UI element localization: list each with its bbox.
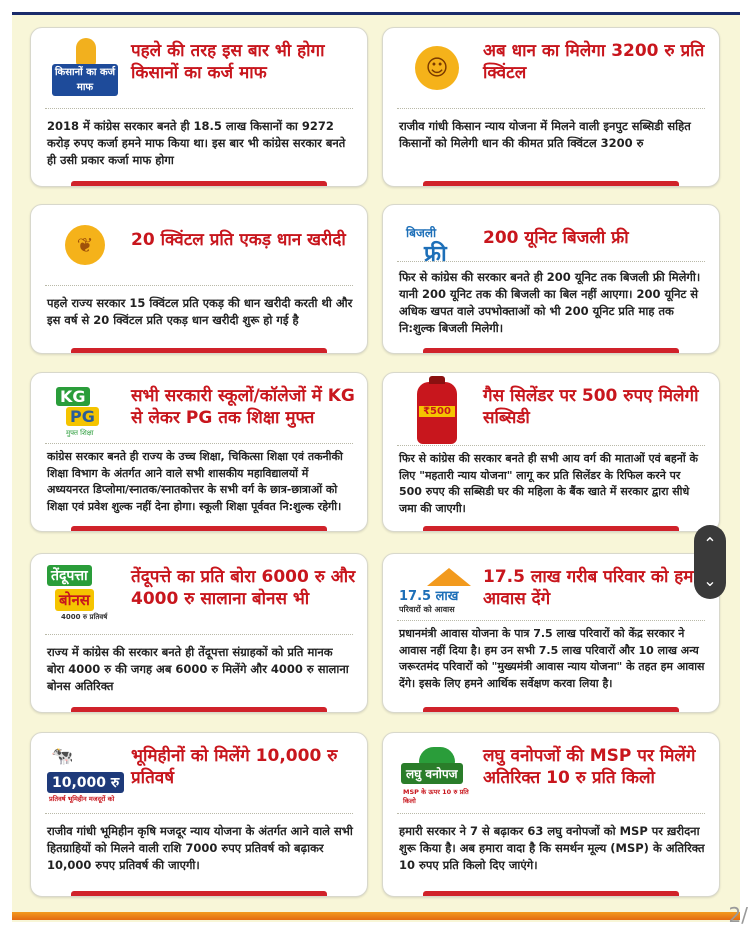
- card-body: फिर से कांग्रेस की सरकार बनते ही सभी आय वर्ग की माताओं एवं बहनों के लिए "महतारी न्याय योजना" लागू कर प्रति सिलेंडर के रिफिल करने पर 500 रुपए की सब्सिडी घर की महिला के बैंक खाते में सरकार द्वारा सीधे जमा की जाएगी।: [399, 452, 698, 515]
- landless-labour-icon: 🐄 10,000 रु प्रतिवर्ष भूमिहीन मजदूरों को: [45, 741, 125, 805]
- card-title: अब धान का मिलेगा 3200 रु प्रति क्विंटल: [483, 41, 705, 83]
- card-body: कांग्रेस सरकार बनते ही राज्य के उच्च शिक्षा, चिकित्सा शिक्षा एवं तकनीकी शिक्षा विभाग के अंतर्गत आने वाले सभी शासकीय महाविद्यालयों में अध्ययनरत डिप्लोमा/स्नातक/स्नातकोत्तर के सभी वर्ग के छात्र-छात्राओं को शिक्षा एवं प्रवेश शुल्क नहीं देना होगा। स्कूली शिक्षा पूर्ववत नि:शुल्क रहेगी।: [47, 450, 343, 513]
- card-red-bar: [71, 526, 327, 531]
- divider: [45, 634, 353, 635]
- card-title: सभी सरकारी स्कूलों/कॉलेजों में KG से लेकर PG तक शिक्षा मुफ्त: [131, 386, 355, 428]
- card-body: राजीव गांधी भूमिहीन कृषि मजदूर न्याय योजना के अंतर्गत आने वाले सभी हितग्राहियों को मिलने वाली राशि 7000 रुपए प्रतिवर्ष को बढ़ाकर 10,000 रुपए प्रतिवर्ष की जाएगी।: [47, 824, 353, 872]
- divider: [45, 108, 353, 109]
- card-body: राज्य में कांग्रेस की सरकार बनते ही तेंदूपत्ता संग्राहकों को प्रति मानक बोरा 4000 रु की जगह अब 6000 रु मिलेंगे और 4000 रु सालाना बोनस अतिरिक्त: [47, 645, 349, 693]
- chevron-up-icon[interactable]: ⌃: [703, 534, 717, 553]
- card-free-electricity: [382, 204, 720, 354]
- paddy-grain-icon: ❦: [45, 213, 125, 277]
- bijli-free-icon: बिजली फ्री: [406, 226, 447, 267]
- card-red-bar: [71, 181, 327, 186]
- card-title: 17.5 लाख गरीब परिवार को हम आवास देंगे: [483, 567, 694, 609]
- forest-produce-icon: लघु वनोपज MSP के ऊपर 10 रु प्रति किलो: [397, 741, 477, 805]
- divider: [397, 620, 705, 621]
- scroll-control[interactable]: [694, 525, 726, 599]
- farmer-face-icon: ☺: [397, 36, 477, 100]
- card-body: प्रधानमंत्री आवास योजना के पात्र 7.5 लाख परिवारों को केंद्र सरकार ने आवास नहीं दिया है। हम उन सभी 7.5 लाख परिवारों और 10 लाख अन्य जरूरतमंद परिवारों को "मुख्यमंत्री आवास न्याय योजना" के तहत हम आवास देंगे। इसके लिए हमने आर्थिक सर्वेक्षण करवा लिया है।: [399, 627, 705, 690]
- card-title: 200 यूनिट बिजली फ्री: [483, 228, 629, 248]
- bottom-stripe: [12, 912, 740, 920]
- gas-cylinder-icon: ₹500: [397, 381, 477, 445]
- card-red-bar: [423, 707, 679, 712]
- chevron-down-icon[interactable]: ⌄: [703, 571, 717, 590]
- page-number: 2/: [728, 903, 748, 927]
- divider: [45, 813, 353, 814]
- card-body: हमारी सरकार ने 7 से बढ़ाकर 63 लघु वनोपजों को MSP पर ख़रीदना शुरू किया है। अब हमारा वादा है कि समर्थन मूल्य (MSP) के अतिरिक्त 10 रुपए प्रति किलो दिए जाएंगे।: [399, 824, 705, 872]
- card-body: फिर से कांग्रेस की सरकार बनते ही 200 यूनिट तक बिजली फ्री मिलेगी। यानी 200 यूनिट तक की बिजली का बिल नहीं आएगा। 200 यूनिट से अधिक खपत वाले उपभोक्ताओं को भी 200 यूनिट प्रति माह तक नि:शुल्क बिजली मिलेगी।: [399, 270, 701, 335]
- tendupatta-bonus-icon: तेंदूपत्ता बोनस 4000 रु प्रतिवर्ष: [45, 562, 125, 626]
- card-paddy-procurement: [30, 204, 368, 354]
- card-tendupatta-bonus: [30, 553, 368, 713]
- card-free-education: [30, 372, 368, 532]
- divider: [397, 813, 705, 814]
- divider: [397, 261, 705, 262]
- divider: [397, 445, 705, 446]
- divider: [45, 443, 353, 444]
- card-red-bar: [423, 526, 679, 531]
- card-red-bar: [423, 181, 679, 186]
- card-body: 2018 में कांग्रेस सरकार बनते ही 18.5 लाख किसानों का 9272 करोड़ रुपए कर्जा हमने माफ किया था। इस बार भी कांग्रेस सरकार बनते ही उसी प्रकार कर्जा माफ होगा: [47, 119, 346, 167]
- card-title: भूमिहीनों को मिलेंगे 10,000 रु प्रतिवर्ष: [131, 746, 338, 788]
- card-red-bar: [71, 348, 327, 353]
- divider: [397, 108, 705, 109]
- card-title: लघु वनोपजों की MSP पर मिलेंगे अतिरिक्त 10 रु प्रति किलो: [483, 746, 696, 788]
- farmer-loan-waiver-icon: किसानों का कर्ज माफ: [45, 36, 125, 100]
- card-red-bar: [71, 891, 327, 896]
- card-red-bar: [71, 707, 327, 712]
- card-paddy-price: [382, 27, 720, 187]
- divider: [45, 285, 353, 286]
- card-housing: [382, 553, 720, 713]
- card-red-bar: [423, 891, 679, 896]
- card-body: पहले राज्य सरकार 15 क्विंटल प्रति एकड़ की धान खरीदी करती थी और इस वर्ष से 20 क्विंटल प्रति एकड़ धान खरीदी शुरू हो गई है: [47, 296, 353, 327]
- house-icon: 17.5 लाख परिवारों को आवास: [397, 562, 477, 626]
- card-title: गैस सिलेंडर पर 500 रुपए मिलेगी सब्सिडी: [483, 386, 699, 428]
- card-body: राजीव गांधी किसान न्याय योजना में मिलने वाली इनपुट सब्सिडी सहित किसानों को मिलेगी धान की कीमत प्रति क्विंटल 3200 रु: [399, 119, 691, 150]
- card-title: पहले की तरह इस बार भी होगा किसानों का कर्ज माफ: [131, 41, 325, 83]
- card-loan-waiver: [30, 27, 368, 187]
- card-title: तेंदूपत्ते का प्रति बोरा 6000 रु और 4000 रु सालाना बोनस भी: [131, 567, 356, 609]
- card-landless-labour: [30, 732, 368, 897]
- card-forest-produce: [382, 732, 720, 897]
- card-title: 20 क्विंटल प्रति एकड़ धान खरीदी: [131, 230, 346, 250]
- card-gas-subsidy: [382, 372, 720, 532]
- kg-pg-education-icon: KG PG मुफ्त शिक्षा: [45, 381, 125, 445]
- card-red-bar: [423, 348, 679, 353]
